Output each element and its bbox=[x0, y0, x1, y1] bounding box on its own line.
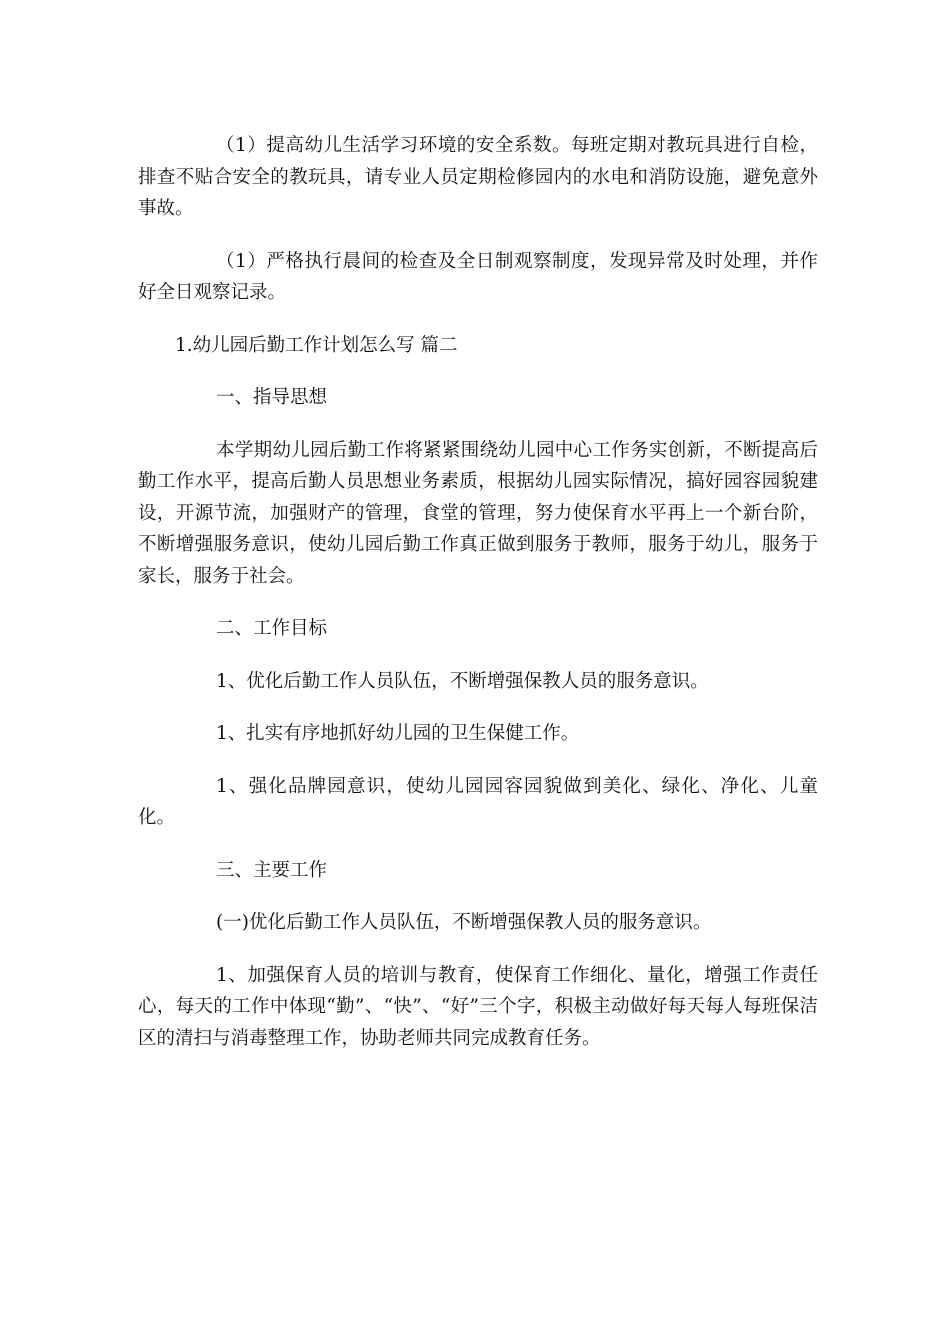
paragraph-training: 1、加强保育人员的培训与教育，使保育工作细化、量化，增强工作责任心，每天的工作中体现“勤”、“快”、“好”三个字，积极主动做好每天每人每班保洁区的清扫与消毒整理工作，协助老师共同完成教育任务。 bbox=[138, 964, 818, 1049]
subheading-optimize-staff: (一)优化后勤工作人员队伍，不断增强保教人员的服务意识。 bbox=[216, 912, 712, 933]
goal-item-staff: 1、优化后勤工作人员队伍，不断增强保教人员的服务意识。 bbox=[216, 670, 709, 692]
goal-item-brand: 1、强化品牌园意识，使幼儿园园容园貌做到美化、绿化、净化、儿童化。 bbox=[138, 775, 818, 828]
paragraph-guiding-ideology: 本学期幼儿园后勤工作将紧紧围绕幼儿园中心工作务实创新，不断提高后勤工作水平，提高后勤人员思想业务素质，根据幼儿园实际情况，搞好园容园貌建设，开源节流，加强财产的管理，食堂的管理，努力使保育水平再上一个新台阶，不断增强服务意识，使幼儿园后勤工作真正做到服务于教师，服务于幼儿，服务于家长，服务于社会。 bbox=[138, 439, 818, 587]
paragraph-safety-environment: （1）提高幼儿生活学习环境的安全系数。每班定期对教玩具进行自检，排查不贴合安全的教玩具，请专业人员定期检修园内的水电和消防设施，避免意外事故。 bbox=[138, 135, 818, 219]
paragraph-morning-check: （1）严格执行晨间的检查及全日制观察制度，发现异常及时处理，并作好全日观察记录。 bbox=[138, 250, 818, 303]
goal-item-health: 1、扎实有序地抓好幼儿园的卫生保健工作。 bbox=[216, 723, 580, 744]
section-title: 1.幼儿园后勤工作计划怎么写 篇二 bbox=[175, 334, 458, 356]
document-body bbox=[138, 130, 818, 1075]
heading-main-work: 三、主要工作 bbox=[216, 859, 328, 881]
heading-guiding-ideology: 一、指导思想 bbox=[216, 387, 328, 408]
heading-work-goals: 二、工作目标 bbox=[216, 618, 328, 639]
